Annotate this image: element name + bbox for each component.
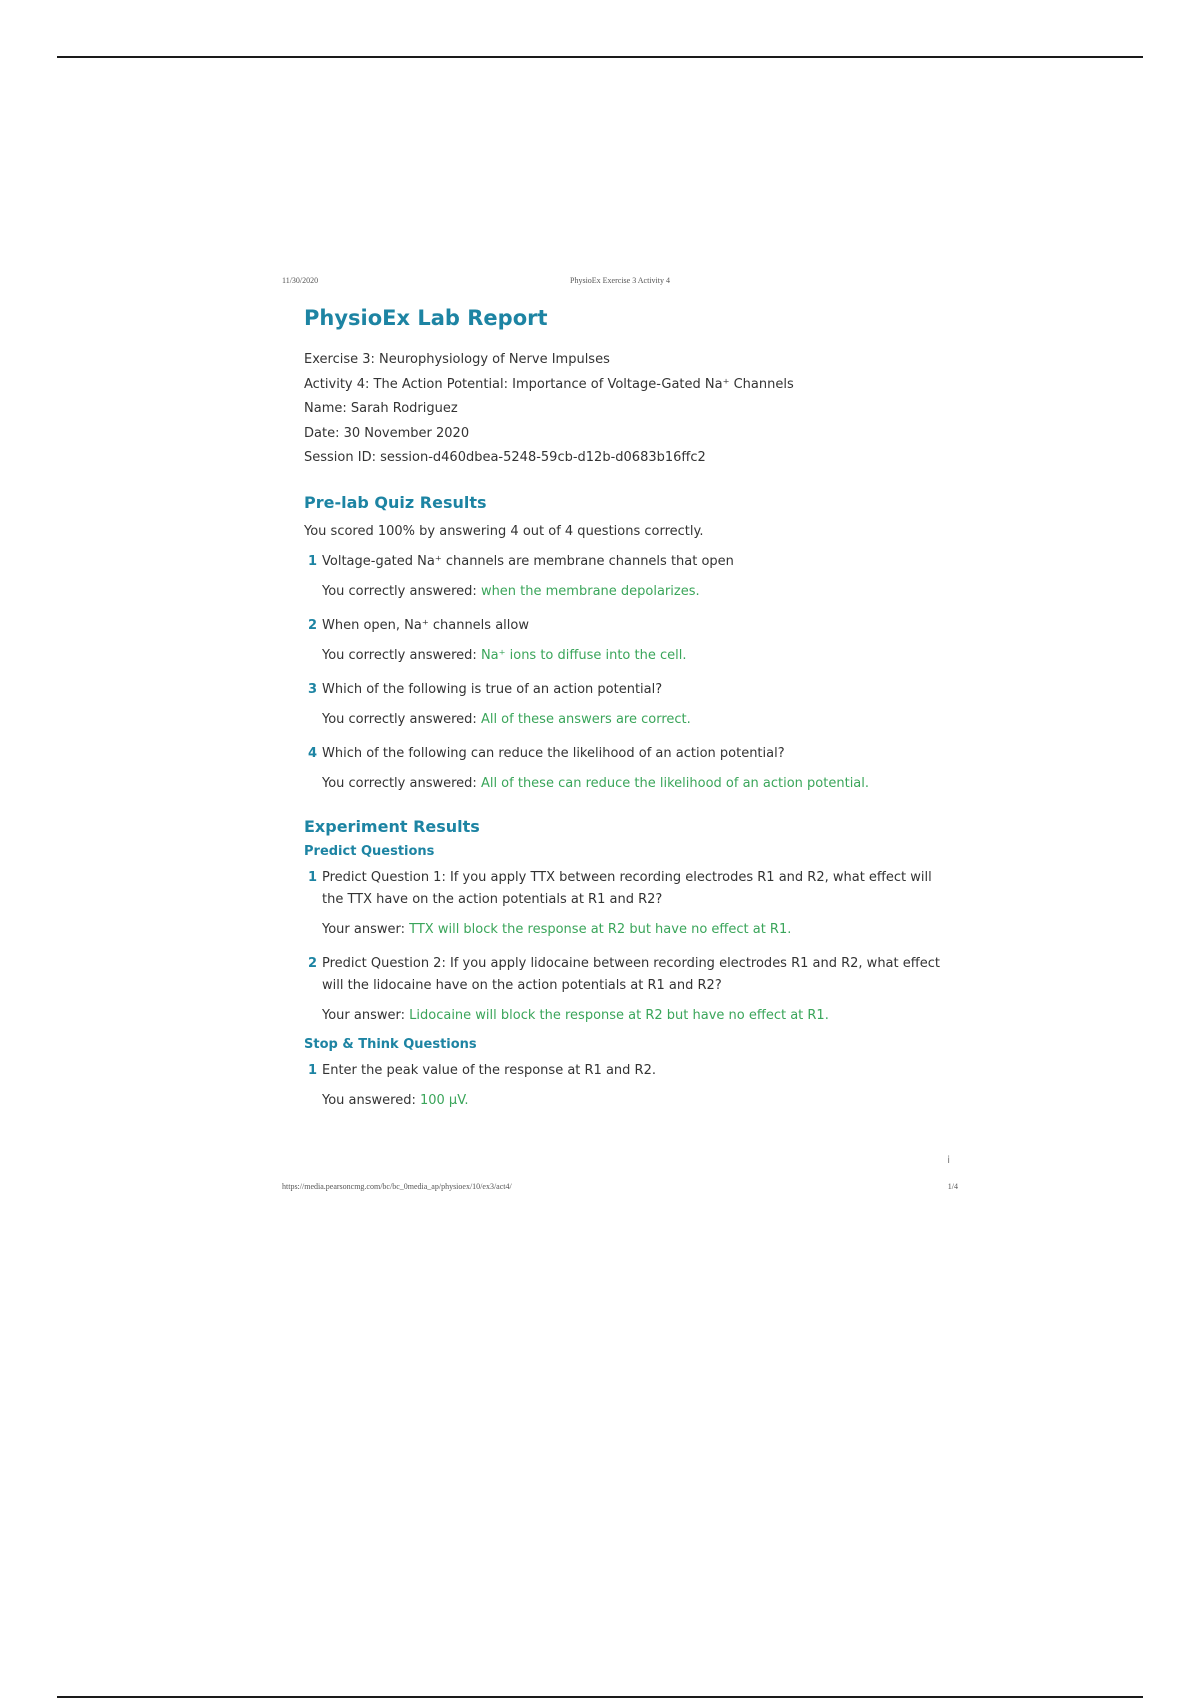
- question-number: 2: [308, 617, 318, 633]
- question-number: 1: [308, 553, 318, 569]
- top-rule: [57, 56, 1143, 58]
- question-text: 3 Which of the following is true of an action potential?: [304, 679, 954, 701]
- answer-value: All of these can reduce the likelihood of an action potential.: [480, 775, 870, 791]
- question-number: 3: [308, 681, 318, 697]
- report-content: [304, 306, 954, 1112]
- question-text: 4 Which of the following can reduce the likelihood of an action potential?: [304, 743, 954, 765]
- prelab-heading: Pre-lab Quiz Results: [304, 492, 487, 512]
- prelab-question: [304, 615, 954, 667]
- answer-value: Lidocaine will block the response at R2 but have no effect at R1.: [409, 1007, 829, 1023]
- page-number: 1/4: [947, 1182, 958, 1191]
- prelab-score: You scored 100% by answering 4 out of 4 questions correctly.: [304, 523, 704, 539]
- report-title: PhysioEx Lab Report: [304, 306, 548, 330]
- question-text: 2 Predict Question 2: If you apply lidocaine between recording electrodes R1 and R2, what effect will the lidocaine have on the action potentials at R1 and R2?: [304, 953, 954, 997]
- question-text: 1 Voltage-gated Na⁺ channels are membrane channels that open: [304, 551, 954, 573]
- predict-heading: Predict Questions: [304, 843, 435, 859]
- info-icon: i: [947, 1155, 950, 1166]
- question-text: 1 Enter the peak value of the response at R1 and R2.: [304, 1060, 954, 1082]
- print-url: https://media.pearsoncmg.com/bc/bc_0media_ap/physioex/10/ex3/act4/: [282, 1182, 512, 1191]
- date-line: Date: 30 November 2020: [304, 425, 470, 441]
- question-answer: You correctly answered: when the membrane depolarizes.: [322, 583, 700, 599]
- answer-value: when the membrane depolarizes.: [480, 583, 700, 599]
- question-text: 2 When open, Na⁺ channels allow: [304, 615, 954, 637]
- question-number: 1: [308, 1062, 318, 1078]
- predict-question: [304, 867, 954, 941]
- predict-question: [304, 953, 954, 1027]
- answer-value: 100 μV.: [419, 1092, 469, 1108]
- report-page: [262, 262, 978, 1202]
- question-answer: Your answer: Lidocaine will block the response at R2 but have no effect at R1.: [322, 1007, 829, 1023]
- answer-value: Na⁺ ions to diffuse into the cell.: [480, 647, 687, 663]
- question-answer: You answered: 100 μV.: [322, 1092, 469, 1108]
- question-answer: You correctly answered: All of these answers are correct.: [322, 711, 691, 727]
- stop-think-heading: Stop & Think Questions: [304, 1036, 477, 1052]
- prelab-question: [304, 551, 954, 603]
- prelab-question: [304, 679, 954, 731]
- question-number: 1: [308, 869, 318, 885]
- question-answer: Your answer: TTX will block the response at R2 but have no effect at R1.: [322, 921, 792, 937]
- question-answer: You correctly answered: Na⁺ ions to diffuse into the cell.: [322, 647, 687, 663]
- answer-value: All of these answers are correct.: [480, 711, 691, 727]
- stop-think-question: [304, 1060, 954, 1112]
- question-answer: You correctly answered: All of these can reduce the likelihood of an action potential.: [322, 775, 870, 791]
- print-title: PhysioEx Exercise 3 Activity 4: [570, 276, 670, 285]
- name-line: Name: Sarah Rodriguez: [304, 401, 458, 416]
- experiment-heading: Experiment Results: [304, 816, 480, 836]
- question-number: 2: [308, 955, 318, 971]
- question-text: 1 Predict Question 1: If you apply TTX between recording electrodes R1 and R2, what effect will the TTX have on the action potentials at R1 and R2?: [304, 867, 954, 911]
- bottom-rule: [57, 1696, 1143, 1698]
- question-number: 4: [308, 745, 318, 761]
- exercise-line: Exercise 3: Neurophysiology of Nerve Impulses: [304, 352, 610, 367]
- print-footer: [282, 1182, 958, 1194]
- activity-line: Activity 4: The Action Potential: Importance of Voltage-Gated Na⁺ Channels: [304, 376, 794, 392]
- print-header: [282, 276, 958, 288]
- session-line: Session ID: session-d460dbea-5248-59cb-d12b-d0683b16ffc2: [304, 450, 706, 465]
- print-date: 11/30/2020: [282, 276, 319, 285]
- prelab-question: [304, 743, 954, 795]
- answer-value: TTX will block the response at R2 but have no effect at R1.: [409, 921, 792, 937]
